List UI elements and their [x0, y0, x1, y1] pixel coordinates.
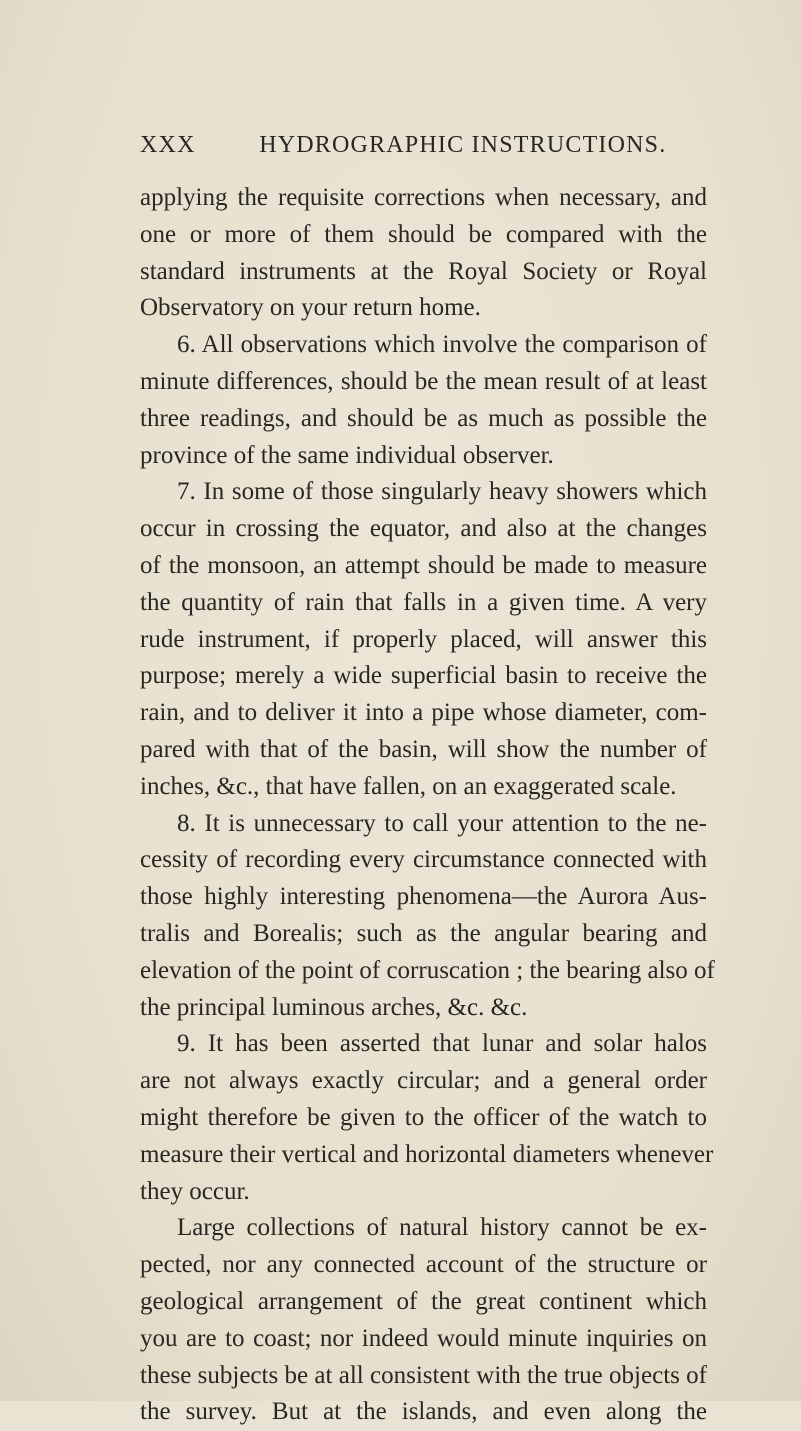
- text-line: the principal luminous arches, &c. &c.: [140, 993, 528, 1021]
- text-line: applying the requisite corrections when necessary, and: [140, 184, 707, 211]
- text-line: Large collections of natural history cannot be ex-: [177, 1214, 707, 1242]
- text-line: inches, &c., that have fallen, on an exaggerated scale.: [140, 772, 677, 800]
- text-line: geological arrangement of the great continent which: [140, 1287, 707, 1315]
- text-line: 8. It is unnecessary to call your attention to the ne-: [177, 809, 707, 837]
- running-title: HYDROGRAPHIC INSTRUCTIONS.: [259, 132, 667, 158]
- text-line: are not always exactly circular; and a general order: [140, 1067, 707, 1095]
- page-number: XXX: [140, 132, 196, 158]
- text-line: 7. In some of those singularly heavy showers which: [177, 478, 707, 506]
- text-line: you are to coast; nor indeed would minute inquiries on: [140, 1324, 707, 1352]
- text-line: three readings, and should be as much as possible the: [140, 404, 707, 432]
- text-line: pected, nor any connected account of the structure or: [140, 1251, 707, 1279]
- text-line: pared with that of the basin, will show the number of: [140, 735, 707, 763]
- text-line: standard instruments at the Royal Society or Royal: [140, 257, 707, 285]
- running-head: [140, 132, 720, 159]
- text-line: might therefore be given to the officer of the watch to: [140, 1103, 707, 1131]
- text-line: rain, and to deliver it into a pipe whose diameter, com-: [140, 699, 707, 727]
- text-line: they occur.: [140, 1177, 250, 1205]
- text-line: elevation of the point of corruscation ; the bearing also of: [140, 956, 715, 984]
- text-line: 9. It has been asserted that lunar and solar halos: [177, 1030, 707, 1058]
- text-line: the survey. But at the islands, and even along the: [140, 1398, 707, 1426]
- text-line: these subjects be at all consistent with the true objects of: [140, 1361, 707, 1389]
- text-line: cessity of recording every circumstance connected with: [140, 846, 707, 874]
- text-line: Observatory on your return home.: [140, 294, 481, 322]
- body-text: [140, 180, 715, 1431]
- text-line: of the monsoon, an attempt should be made to measure: [140, 551, 707, 579]
- text-line: the quantity of rain that falls in a given time. A very: [140, 588, 707, 616]
- text-line: minute differences, should be the mean result of at least: [140, 367, 707, 395]
- text-line: purpose; merely a wide superficial basin to receive the: [140, 662, 707, 690]
- text-line: province of the same individual observer.: [140, 441, 554, 469]
- text-line: those highly interesting phenomena—the Aurora Aus-: [140, 883, 707, 911]
- text-line: measure their vertical and horizontal diameters whenever: [140, 1140, 714, 1168]
- text-line: 6. All observations which involve the comparison of: [177, 331, 707, 359]
- text-line: one or more of them should be compared with the: [140, 220, 707, 248]
- text-line: tralis and Borealis; such as the angular bearing and: [140, 919, 707, 947]
- text-line: occur in crossing the equator, and also at the changes: [140, 515, 707, 543]
- text-line: rude instrument, if properly placed, will answer this: [140, 625, 707, 653]
